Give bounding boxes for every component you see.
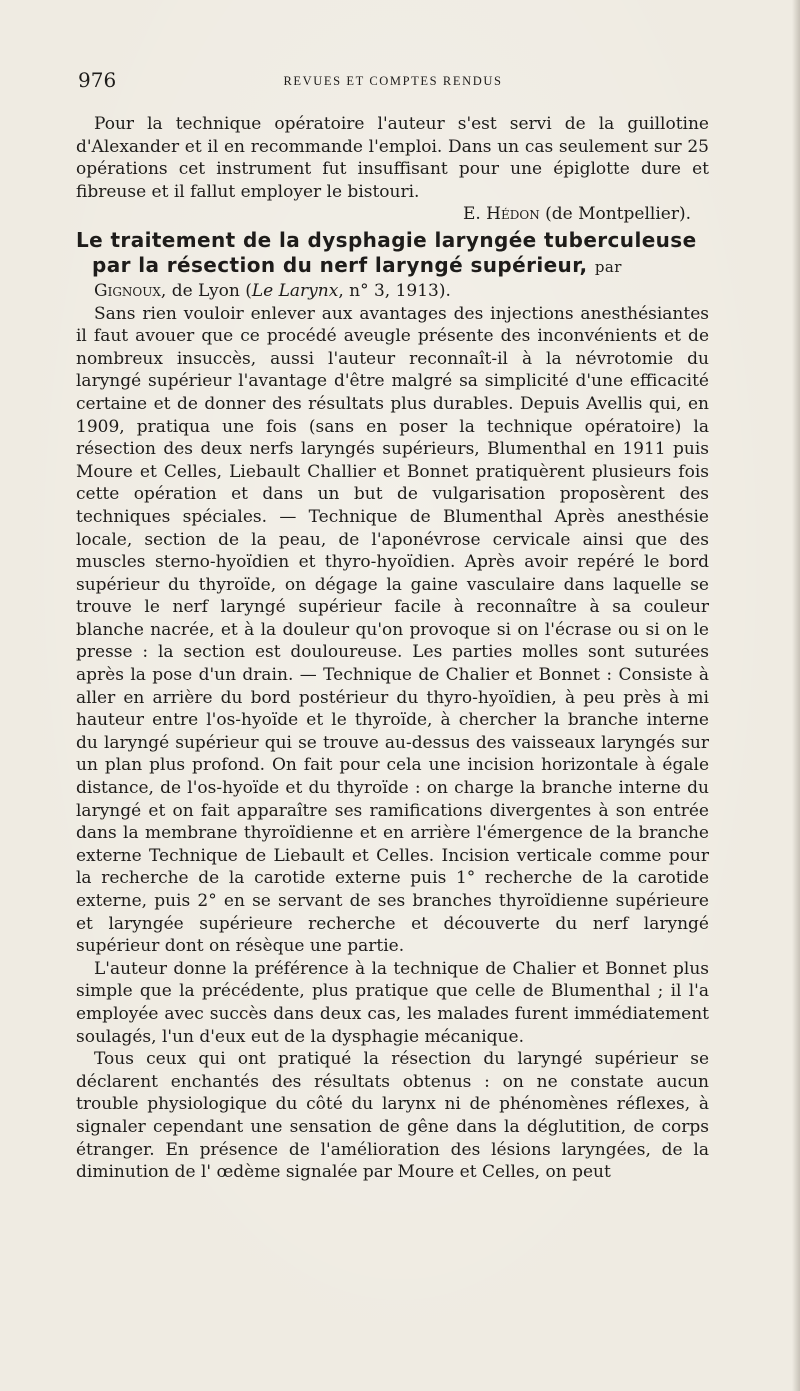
- article-paragraph-3: Tous ceux qui ont pratiqué la résection du laryngé supérieur se déclarent enchantés des résultats obtenus : on ne constate aucun trouble physiologique du côté du larynx ni de phénomènes réflexes, à signaler cependant une sensation de gêne dans la déglutition, de corps étranger. En présence de l'amélioration des lésions laryngées, de la diminution de l' œdème signalée par Moure et Celles, on peut: [76, 1049, 709, 1183]
- citation-location: , de Lyon (: [160, 280, 252, 301]
- article-title-by: par: [594, 257, 622, 276]
- article-author: Gignoux: [94, 280, 161, 301]
- page-header: [78, 68, 708, 94]
- signature-name: E. Hédon: [462, 204, 540, 225]
- page-edge-shadow: [792, 0, 800, 1391]
- article-title-line2: par la résection du nerf laryngé supérieur,: [92, 252, 588, 277]
- running-head: REVUES ET COMPTES RENDUS: [283, 74, 503, 88]
- article-title: [76, 228, 709, 280]
- article-title-line1: Le traitement de la dysphagie laryngée tuberculeuse: [76, 227, 697, 252]
- previous-review-paragraph: Pour la technique opératoire l'auteur s'est servi de la guillotine d'Alexander et il en recommande l'emploi. Dans un cas seulement sur 25 opérations cet instrument fut insuffisant pour une épiglotte dure et fibreuse et il fallut employer le bistouri.: [76, 114, 709, 202]
- citation-issue: , n° 3, 1913).: [338, 280, 451, 301]
- signature-place: (de Montpellier).: [545, 204, 691, 225]
- article-citation: [76, 280, 709, 303]
- body-text: [76, 113, 709, 1184]
- article-paragraph-2: L'auteur donne la préférence à la technique de Chalier et Bonnet plus simple que la précédente, plus pratique que celle de Blumenthal ; il l'a employée avec succès dans deux cas, les malades furent immédiatement soulagés, l'un d'eux eut de la dysphagie mécanique.: [76, 958, 709, 1047]
- page-number: 976: [78, 68, 117, 92]
- article-paragraph-1: Sans rien vouloir enlever aux avantages des injections anesthésiantes il faut avouer que ce procédé aveugle présente des inconvénients et de nombreux insuccès, aussi l'auteur reconnaît-il à la névrotomie du laryngé supérieur l'avantage d'être malgré sa simplicité d'une efficacité certaine et de donner des résultats plus durables. Depuis Avellis qui, en 1909, pratiqua une fois (sans en poser la technique opératoire) la résection des deux nerfs laryngés supérieurs, Blumenthal en 1911 puis Moure et Celles, Liebault Challier et Bonnet pratiquèrent plusieurs fois cette opération et dans un but de vulgarisation proposèrent des techniques spéciales. — Technique de Blumenthal Après anesthésie locale, section de la peau, de l'aponévrose cervicale ainsi que des muscles sterno-hyoïdien et thyro-hyoïdien. Après avoir repéré le bord supérieur du thyroïde, on dégage la gaine vasculaire dans laquelle se trouve le nerf laryngé supérieur facile à reconnaître à sa couleur blanche nacrée, et à la douleur qu'on provoque si on l'écrase ou si on le presse : la section est douloureuse. Les parties molles sont suturées après la pose d'un drain. — Technique de Chalier et Bonnet : Consiste à aller en arrière du bord postérieur du thyro-hyoïdien, à peu près à mi hauteur entre l'os-hyoïde et le thyroïde, à chercher la branche interne du laryngé supérieur qui se trouve au-dessus des vaisseaux laryngés sur un plan plus profond. On fait pour cela une incision horizontale à égale distance, de l'os-hyoïde et du thyroïde : on charge la branche interne du laryngé et on fait apparaître ses ramifications divergentes à son entrée dans la membrane thyroïdienne et en arrière l'émergence de la branche externe Technique de Liebault et Celles. Incision verticale comme pour la recherche de la carotide externe puis 1° recherche de la carotide externe, puis 2° en se servant de ses branches thyroïdienne supérieure et laryngée supérieure recherche et découverte du nerf laryngé supérieur dont on résèque une partie.: [76, 303, 709, 957]
- review-signature: [76, 203, 709, 226]
- journal-name: Le Larynx: [251, 280, 339, 301]
